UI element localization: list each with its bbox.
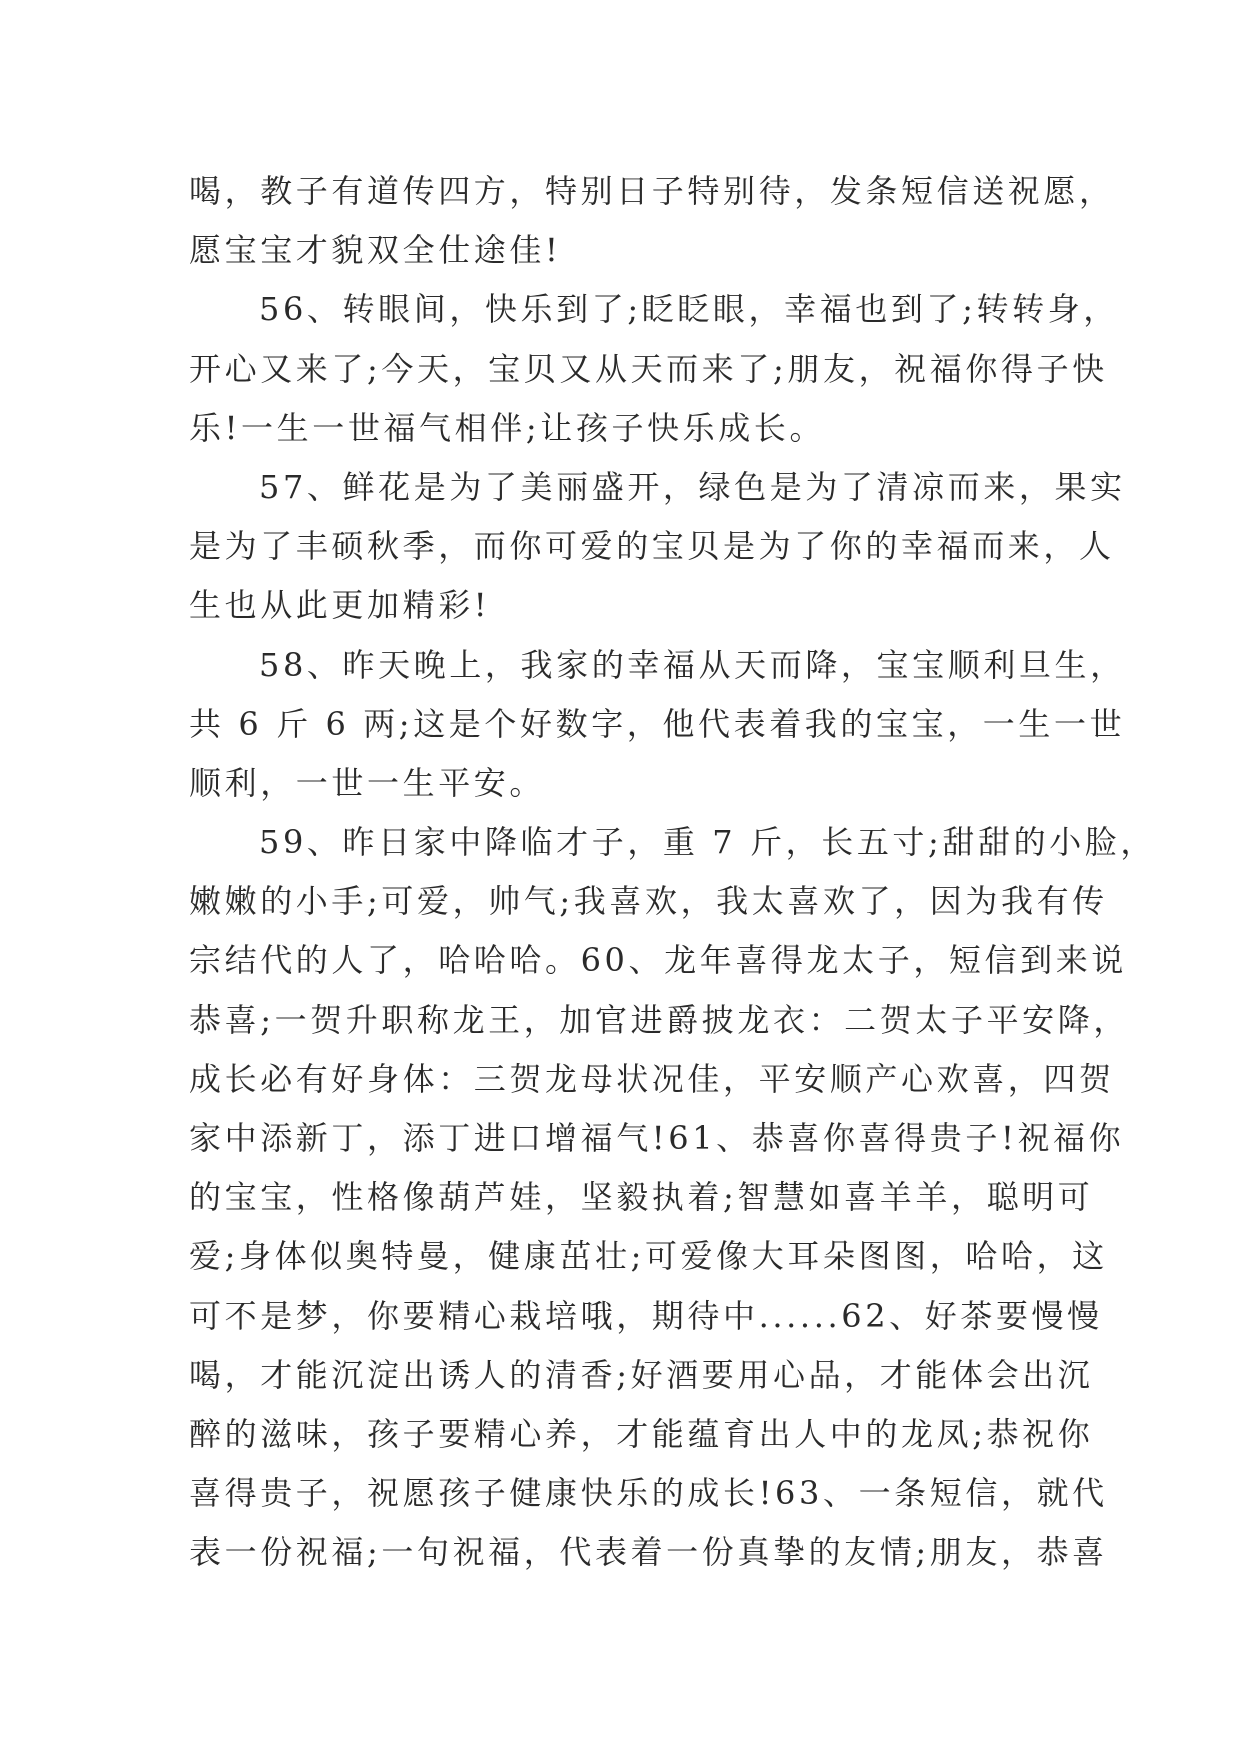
text-line: 共 6 斤 6 两;这是个好数字，他代表着我的宝宝，一生一世 [189,704,1126,743]
text-line: 开心又来了;今天，宝贝又从天而来了;朋友，祝福你得子快 [189,349,1108,388]
text-line: 恭喜;一贺升职称龙王，加官进爵披龙衣：二贺太子平安降， [189,1000,1129,1039]
text-line: 生也从此更加精彩! [189,586,491,625]
text-line: 可不是梦，你要精心栽培哦，期待中......62、好茶要慢慢 [189,1296,1103,1335]
text-line: 家中添新丁，添丁进口增福气!61、恭喜你喜得贵子!祝福你 [189,1119,1125,1157]
text-line: 表一份祝福;一句祝福，代表着一份真挚的友情;朋友，恭喜 [189,1533,1108,1572]
paragraph-start-59: 59、昨日家中降临才子，重 7 斤，长五寸;甜甜的小脸， [259,823,1157,862]
text-line: 是为了丰硕秋季，而你可爱的宝贝是为了你的幸福而来，人 [189,527,1115,566]
text-line: 爱;身体似奥特曼，健康茁壮;可爱像大耳朵图图，哈哈，这 [189,1237,1108,1276]
paragraph-start-58: 58、昨天晚上，我家的幸福从天而降，宝宝顺利旦生， [259,645,1126,684]
paragraph-start-57: 57、鲜花是为了美丽盛开，绿色是为了清凉而来，果实 [259,467,1126,506]
text-line: 嫩嫩的小手;可爱，帅气;我喜欢，我太喜欢了，因为我有传 [189,882,1108,921]
text-line: 愿宝宝才貌双全仕途佳! [189,231,562,270]
text-line: 醉的滋味，孩子要精心养，才能蕴育出人中的龙凤;恭祝你 [189,1414,1094,1453]
text-line: 成长必有好身体：三贺龙母状况佳，平安顺产心欢喜，四贺 [189,1059,1115,1098]
text-line: 顺利，一世一生平安。 [189,763,546,802]
text-line: 宗结代的人了，哈哈哈。60、龙年喜得龙太子，短信到来说 [189,941,1127,980]
text-line: 喝，教子有道传四方，特别日子特别待，发条短信送祝愿， [189,172,1115,210]
document-body [189,162,1157,1583]
paragraph-start-56: 56、转眼间，快乐到了;眨眨眼，幸福也到了;转转身， [259,290,1119,329]
text-line: 乐!一生一世福气相伴;让孩子快乐成长。 [189,408,826,447]
text-line: 喜得贵子，祝愿孩子健康快乐的成长!63、一条短信，就代 [189,1474,1108,1513]
text-line: 的宝宝，性格像葫芦娃，坚毅执着;智慧如喜羊羊，聪明可 [189,1178,1094,1217]
text-line: 喝，才能沉淀出诱人的清香;好酒要用心品，才能体会出沉 [189,1355,1094,1394]
